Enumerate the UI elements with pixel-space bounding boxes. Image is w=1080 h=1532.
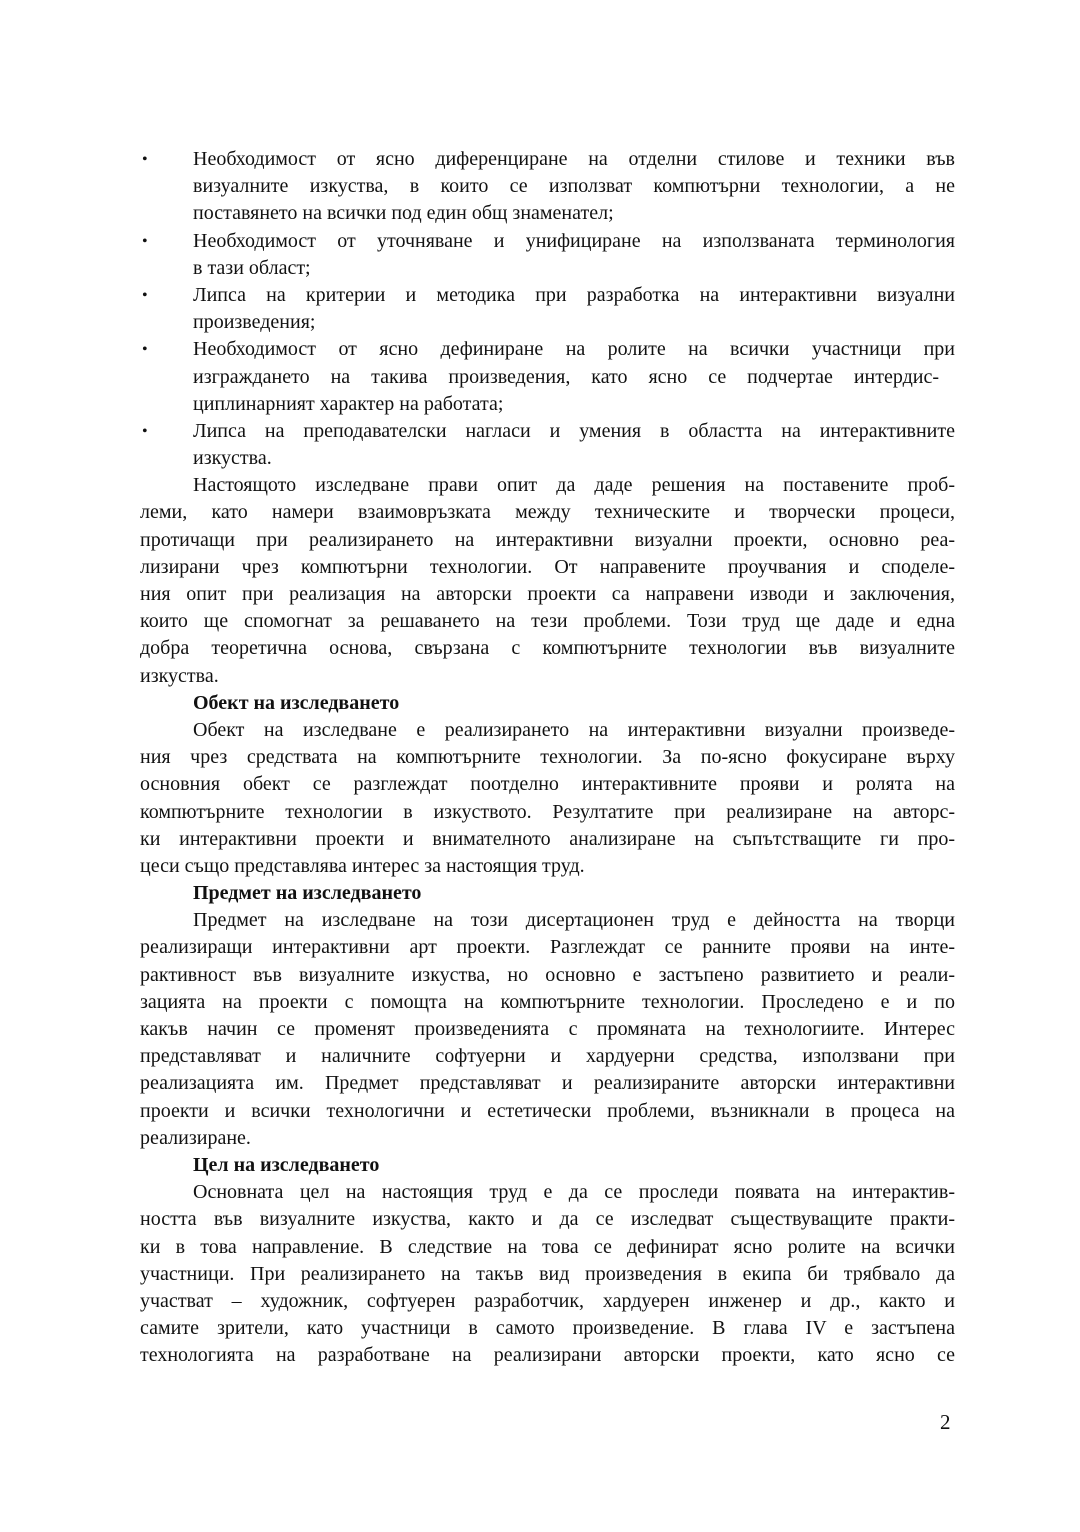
text-line	[140, 255, 955, 282]
line-text: ността във визуалните изкуства, както и да се изследват съществуващите практи-	[140, 1208, 955, 1231]
text-line	[140, 717, 955, 744]
text-line	[140, 1261, 955, 1288]
text-line	[140, 228, 955, 255]
line-text: които ще спомогнат за решаването на тези проблеми. Този труд ще даде и една	[140, 610, 955, 633]
line-text: реализиране.	[140, 1126, 251, 1149]
text-line	[140, 1016, 955, 1043]
text-line	[140, 1125, 955, 1152]
line-text: Необходимост от ясно диференциране на отделни стилове и техники във	[193, 148, 955, 170]
line-text: цеси също представлява интерес за настоящия труд.	[140, 854, 585, 877]
line-text: представляват и наличните софтуерни и хардуерни средства, използвани при	[140, 1045, 955, 1068]
text-line	[140, 173, 955, 200]
line-text: ки интерактивни проекти и внимателното анализиране на съпътстващите ги про-	[140, 827, 955, 850]
text-line	[140, 799, 955, 826]
page-number: 2	[940, 1410, 951, 1434]
text-line	[140, 1234, 955, 1261]
text-line	[140, 581, 955, 608]
text-line	[140, 663, 955, 690]
text-line	[140, 554, 955, 581]
text-line	[140, 1070, 955, 1097]
text-line	[140, 527, 955, 554]
bullet-icon: •	[142, 151, 148, 168]
text-line	[140, 1206, 955, 1233]
bullet-icon: •	[142, 341, 148, 359]
line-text: изкуства.	[193, 447, 272, 470]
bullet-icon: •	[142, 232, 148, 250]
text-line	[140, 907, 955, 934]
line-text: реализиращи интерактивни арт проекти. Разглеждат се ранните прояви на инте-	[140, 936, 955, 959]
text-line	[140, 282, 955, 309]
line-text: ния чрез средствата на компютърните технологии. За по-ясно фокусиране върху	[140, 746, 955, 769]
text-line	[140, 1288, 955, 1315]
line-text: технологията на разработване на реализирани авторски проекти, като ясно се	[140, 1344, 955, 1367]
line-text: добра теоретична основа, свързана с компютърните технологии във визуалните	[140, 637, 955, 660]
text-line	[140, 336, 955, 363]
line-text: участници. При реализирането на такъв вид произведения в екипа би трябвало да	[140, 1262, 955, 1285]
line-text: лизирани чрез компютърни технологии. От направените проучвания и споделе-	[140, 555, 955, 578]
text-line	[140, 771, 955, 798]
text-line	[140, 418, 955, 445]
text-line	[140, 853, 955, 880]
line-text: рактивност във визуалните изкуства, но основно е застъпено развитието и реали-	[140, 963, 955, 986]
text-line	[140, 200, 955, 227]
line-text: Необходимост от ясно дефиниране на ролите на всички участници при	[193, 338, 955, 361]
text-line	[140, 1315, 955, 1342]
line-text: компютърните технологии в изкуството. Резултатите при реализиране на авторс-	[140, 800, 955, 823]
line-text: Необходимост от уточняване и унифициране на използваната терминология	[193, 229, 955, 252]
text-line	[140, 1098, 955, 1125]
bullet-icon: •	[142, 286, 148, 304]
line-text: в тази област;	[193, 256, 311, 279]
line-text: Липса на критерии и методика при разработка на интерактивни визуални	[193, 283, 955, 306]
line-text: основния обект се разглеждат поотделно интерактивните прояви и ролята на	[140, 773, 955, 796]
line-text: Настоящото изследване прави опит да даде решения на поставените проб-	[193, 474, 955, 497]
text-line	[140, 309, 955, 336]
bullet-icon: •	[142, 422, 148, 440]
line-text: произведения;	[193, 311, 316, 334]
text-line	[140, 364, 955, 391]
line-text: поставянето на всички под един общ знаменател;	[193, 202, 614, 225]
text-line	[140, 608, 955, 635]
text-line	[140, 1043, 955, 1070]
line-text: зацията на проекти с помощта на компютърните технологии. Проследено е и по	[140, 990, 955, 1013]
text-line	[140, 391, 955, 418]
section-heading: Предмет на изследването	[193, 882, 422, 905]
line-text: ки в това направление. В следствие на това се дефинират ясно ролите на всички	[140, 1235, 955, 1258]
line-text: реализацията им. Предмет представляват и реализираните авторски интерактивни	[140, 1072, 955, 1095]
text-line	[140, 635, 955, 662]
text-line	[140, 744, 955, 771]
section-heading: Обект на изследването	[193, 691, 400, 714]
line-text: самите зрители, като участници в самото произведение. В глава IV е застъпена	[140, 1317, 955, 1340]
line-text: визуалните изкуства, в които се използват компютърни технологии, а не	[193, 175, 955, 198]
line-text: циплинарният характер на работата;	[193, 392, 504, 415]
text-line	[140, 934, 955, 961]
text-line	[140, 962, 955, 989]
text-line	[140, 499, 955, 526]
line-text: Липса на преподавателски нагласи и умения в областта на интерактивните	[193, 419, 955, 442]
line-text: проекти и всички технологични и естетически проблеми, възникнали в процеса на	[140, 1099, 955, 1122]
line-text: Обект на изследване е реализирането на интерактивни визуални произведе-	[193, 718, 955, 741]
line-text: Предмет на изследване на този дисертационен труд е дейността на творци	[193, 909, 955, 932]
line-text: Основната цел на настоящия труд е да се проследи появата на интерактив-	[193, 1181, 955, 1204]
document-body	[140, 146, 955, 1369]
line-text: леми, като намери взаимовръзката между техническите и творчески процеси,	[140, 501, 955, 524]
text-line	[140, 445, 955, 472]
line-text: изкуства.	[140, 664, 219, 687]
text-line	[140, 989, 955, 1016]
line-text: участват – художник, софтуерен разработчик, хардуерен инженер и др., както и	[140, 1289, 955, 1312]
text-line	[140, 1179, 955, 1206]
line-text: ния опит при реализация на авторски проекти са направени изводи и заключения,	[140, 583, 955, 605]
line-text: изграждането на такива произведения, като ясно се подчертае интердис-	[193, 365, 940, 388]
text-line	[140, 1342, 955, 1369]
section-heading: Цел на изследването	[193, 1153, 380, 1176]
line-text: протичащи при реализирането на интерактивни визуални проекти, основно реа-	[140, 528, 955, 551]
text-line	[140, 146, 955, 173]
text-line	[140, 472, 955, 499]
text-line	[140, 826, 955, 853]
line-text: какъв начин се променят произведенията с промяната на технологиите. Интерес	[140, 1018, 955, 1040]
